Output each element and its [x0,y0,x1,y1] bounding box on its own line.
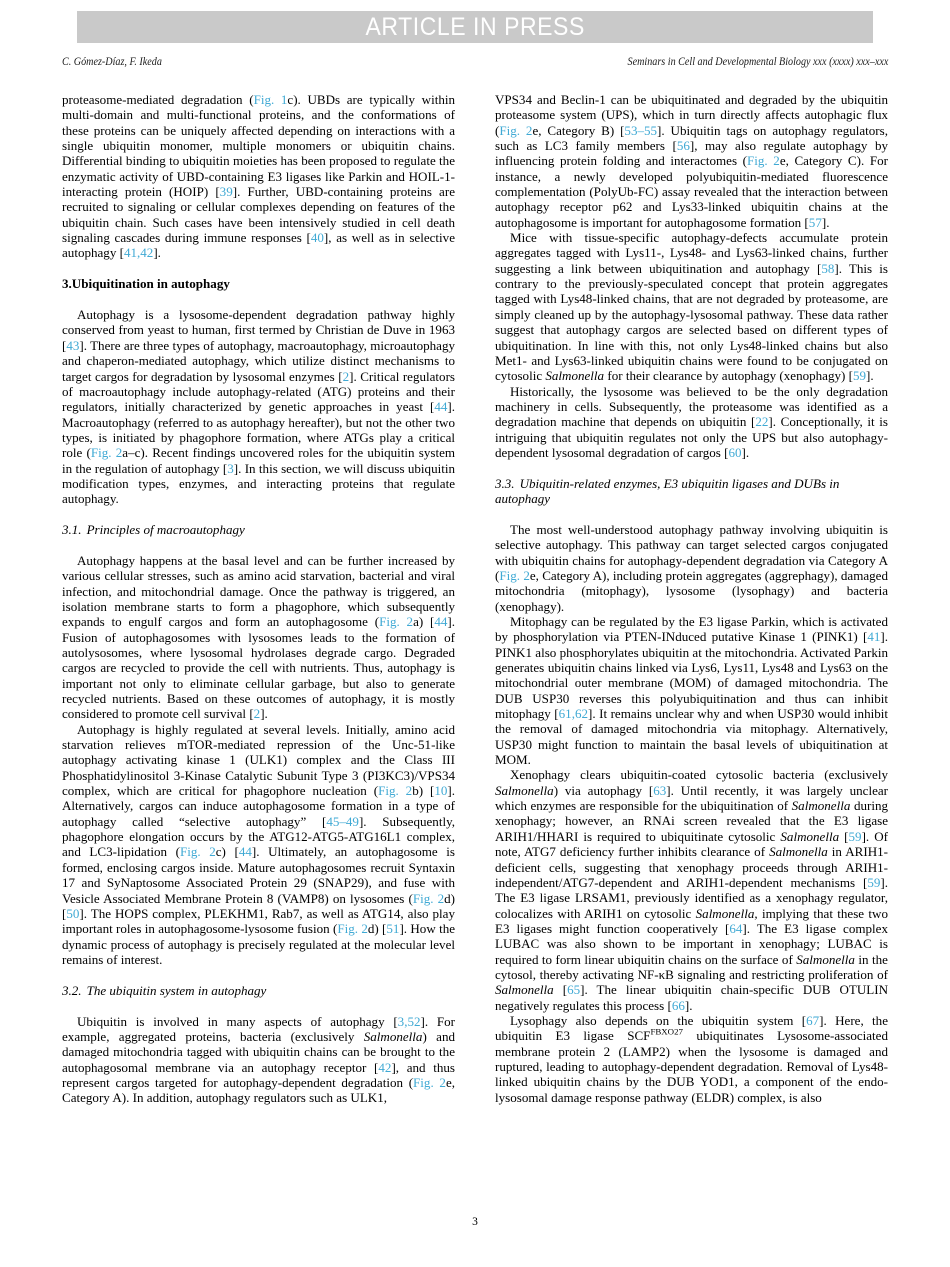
citation-64[interactable]: 64 [729,920,743,936]
paragraph-regulation-levels: Autophagy is highly regulated at several levels. Initially, amino acid starvation relieves mTOR-mediated repression of the Unc-51-like autophagy activating kinase 1 (ULK1) complex and the Class III Phosphatidylinositol 3-Kinase Catalytic Subunit Type 3 (PI3KC3)/VPS34 complex, which are critical for phagophore nucleation (Fig. 2b) [10]. Alternatively, cargos can induce autophagosome formation in a type of autophagy called “selective autophagy” [45–49]. Subsequently, phagophore elongation occurs by the ATG12-ATG5-ATG16L1 complex, and LC3-lipidation (Fig. 2c) [44]. Ultimately, an autophagosome is formed, enclosing cargos inside. Mature autophagosomes recruit Syntaxin 17 and SyNaptosome Associated Protein 29 (SNAP29), and fuse with Vesicle Associated Membrane Protein 8 (VAMP8) on lysosomes (Fig. 2d) [50]. The HOPS complex, PLEKHM1, Rab7, as well as ATG14, also play important roles in autophagosome-lysosome fusion (Fig. 2d) [51]. How the dynamic process of autophagy is precisely regulated at the molecular level remains of interest. [62,721,456,967]
left-column [62,92,455,1202]
species-salmonella: Salmonella [363,1028,423,1044]
section-number-3-3: 3.3. [495,475,515,491]
page-number: 3 [472,1216,478,1228]
citation-59b[interactable]: 59 [848,828,862,844]
citation-10[interactable]: 10 [434,783,448,799]
species-salmonella-6: Salmonella [769,844,828,860]
citation-43[interactable]: 43 [66,337,80,353]
superscript-fbxo27: FBXO27 [650,1026,683,1037]
citation-65[interactable]: 65 [567,982,581,998]
citation-53-55[interactable]: 53–55 [624,122,658,138]
section-number-3-2: 3.2. [62,982,82,998]
paragraph-continued-ubds: proteasome-mediated degradation (Fig. 1c). UBDs are typically within multi-domain and multi-functional proteins, and the conformations of these proteins can be uniquely affected depending on interactions with a single ubiquitin monomer, multiple monomers or ubiquitin chains. Differential binding to ubiquitin moieties has been proposed to regulate the enzymatic activity of UBD-containing E3 ligases like Parkin and HOIL-1-interacting protein (HOIP) [39]. Further, UBD-containing proteins are recruited to signaling or cellular complexes depending on features of the ubiquitin chain. Such cases have been intensively studied in cell death signaling cascades during immune responses [40], as well as in selective autophagy [41,42]. [62,92,456,261]
citation-44[interactable]: 44 [434,399,448,415]
citation-3-52[interactable]: 3,52 [397,1013,421,1029]
paragraph-historically-lysosome: Historically, the lysosome was believed to be the only degradation machinery in cells. Subsequently, the proteasome was identified as a degradation machine that depends on ubiquitin [22]. Conceptionally, it is intriguing that ubiquitin regulates not only the UPS but also autophagy-dependent lysosomal degradation of cargos [60]. [495,383,888,460]
citation-59[interactable]: 59 [852,368,867,384]
figure-link-fig2d[interactable]: Fig. 2 [412,890,445,906]
citation-45-49[interactable]: 45–49 [326,813,359,829]
paragraph-basal-autophagy: Autophagy happens at the basal level and can be further increased by various cellular stresses, such as amino acid starvation, bacterial and viral infection, and mitochondrial damage. Once the pathway is triggered, an isolation membrane starts to form a phagophore, which subsequently expands to engulf cargos and form an autophagosome (Fig. 2a) [44]. Fusion of autophagosomes with lysosomes leads to the formation of autolysosomes, where lysosomal hydrolases degrade cargo. Degraded cargos are recycled to provide the cell with nutrients. Thus, autophagy is important not only to eliminate cellular garbage, but also to generate recycled nutrients. Based on these outcomes of autophagy, it is mostly considered to promote cell survival [2]. [62,552,456,722]
paragraph-mice-aggregates: Mice with tissue-specific autophagy-defects accumulate protein aggregates tagged with Lys11-, Lys48- and Lys63-linked chains, further suggesting a link between ubiquitination and autophagy [58]. This is contrary to the previously-speculated concept that protein aggregates tagged with Lys48-linked chains, that are not degraded by proteasome, are simply cleaned up by the autophagy-lysosomal pathway. These data rather suggest that autophagy cargos are selected based on different types of ubiquitination. In line with this, not only Lys48-linked chains but also Met1- and Lys63-linked ubiquitin chains were found to be conjugated on cytosolic Salmonella for their clearance by autophagy (xenophagy) [59]. [495,230,888,384]
species-salmonella-3: Salmonella [495,782,554,798]
citation-39[interactable]: 39 [219,184,233,200]
citation-58[interactable]: 58 [821,260,835,276]
paragraph-selective-autophagy: The most well-understood autophagy pathway involving ubiquitin is selective autophagy. This pathway can target selected cargos conjugated with ubiquitin chains for autophagy-dependent degradation via Category A (Fig. 2e, Category A), including protein aggregates (aggrephagy), damaged mitochondria (mitophagy), lysosome (lysophagy) and bacteria (xenophagy). [495,521,888,614]
citation-41-42[interactable]: 41,42 [123,245,154,261]
right-column [495,92,888,1202]
citation-41[interactable]: 41 [867,629,881,645]
section-heading-3-2 [62,967,455,1013]
citation-66[interactable]: 66 [671,997,685,1013]
figure-link-fig2c[interactable]: Fig. 2 [179,844,216,860]
running-head-journal: Seminars in Cell and Developmental Biology xxx (xxxx) xxx–xxx [627,56,888,68]
citation-57[interactable]: 57 [808,214,822,230]
citation-51[interactable]: 51 [386,921,400,937]
citation-44c[interactable]: 44 [238,844,252,860]
figure-link-fig2ac[interactable]: Fig. 2 [90,445,123,461]
figure-link-fig2e-b[interactable]: Fig. 2 [499,122,533,138]
paragraph-vps34-beclin: VPS34 and Beclin-1 can be ubiquitinated and degraded by the ubiquitin proteasome system (UPS), which in turn directly affects autophagic flux (Fig. 2e, Category B) [53–55]. Ubiquitin tags on autophagy regulators, such as LC3 family members [56], may also regulate autophagy by influencing protein folding and interactomes (Fig. 2e, Category C). For instance, a newly developed polyubiquitin-mediated fluorescence complementation (PolyUb-FC) assay revealed that the interaction between autophagy receptor p62 and Lys33-linked ubiquitin chains at the autophagosome is important for autophagosome formation [57]. [495,92,888,230]
figure-link-fig2a[interactable]: Fig. 2 [379,614,414,630]
paragraph-xenophagy: Xenophagy clears ubiquitin-coated cytosolic bacteria (exclusively Salmonella) via autophagy [63]. Until recently, it was largely unclear which enzymes are responsible for the ubiquitination of Salmonella during xenophagy; however, an RNAi screen revealed that the E3 ligase ARIH1/HHARI is required to ubiquitinate cytosolic Salmonella [59]. Of note, ATG7 deficiency further inhibits clearance of Salmonella in ARIH1-deficient cells, suggesting that xenophagy proceeds through ARIH1-independent/ATG7-dependent and ARIH1-dependent mechanisms [59]. The E3 ligase LRSAM1, previously identified as a xenophagy regulator, colocalizes with ARIH1 on cytosolic Salmonella, implying that these two E3 ligases might function cooperatively [64]. The E3 ligase complex LUBAC was also shown to be important in xenophagy; LUBAC is required to form linear ubiquitin chains on the surface of Salmonella in the cytosol, thereby activating NF-κB signaling and restricting proliferation of Salmonella [65]. The linear ubiquitin chain-specific DUB OTULIN negatively regulates this process [66]. [495,767,889,1013]
figure-link-fig2e-a2[interactable]: Fig. 2 [499,567,530,583]
paragraph-mitophagy-parkin: Mitophagy can be regulated by the E3 ligase Parkin, which is activated by phosphorylation via PTEN-INduced putative Kinase 1 (PINK1) [41]. PINK1 also phosphorylates ubiquitin at the mitochondria. Activated Parkin generates ubiquitin chains linked via Lys6, Lys11, Lys48 and Lys63 on the mitochondrial outer membrane (MOM) of damaged mitochondria. The DUB USP30 reverses this polyubiquitination and thus can inhibit mitophagy [61,62]. It remains unclear why and when USP30 would inhibit the removal of damaged mitochondria via mitophagy. Alternatively, USP30 might function to maintain the basal levels of ubiquitination at MOM. [495,614,888,768]
citation-2b[interactable]: 2 [253,706,261,722]
article-body [62,92,888,1202]
figure-link-fig2e-a[interactable]: Fig. 2 [413,1074,446,1090]
figure-link-fig2d2[interactable]: Fig. 2 [337,921,368,937]
section-number-3: 3. [62,276,72,292]
section-title-3-1: Principles of macroautophagy [86,522,245,538]
species-salmonella-9: Salmonella [495,982,554,998]
species-salmonella-4: Salmonella [791,798,851,814]
citation-2[interactable]: 2 [342,368,350,384]
citation-61-62[interactable]: 61,62 [558,706,589,722]
citation-44b[interactable]: 44 [434,614,448,630]
section-heading-3-1 [62,507,455,553]
section-heading-3-3 [495,460,888,522]
paragraph-ubiquitin-aspects: Ubiquitin is involved in many aspects of autophagy [3,52]. For example, aggregated proteins, bacteria (exclusively Salmonella) and damaged mitochondria tagged with ubiquitin chains can be brought to the autophagosomal membrane via an autophagy receptor [42], and thus represent cargos targeted for autophagy-dependent degradation (Fig. 2e, Category A). In addition, autophagy regulators such as ULK1, [62,1013,456,1106]
citation-50[interactable]: 50 [66,905,80,921]
species-salmonella-2: Salmonella [545,368,605,384]
species-salmonella-5: Salmonella [780,828,840,844]
section-title-3-3: Ubiquitin-related enzymes, E3 ubiquitin ligases and DUBs in autophagy [495,475,840,507]
citation-22[interactable]: 22 [755,414,769,430]
citation-60[interactable]: 60 [728,444,742,460]
paragraph-autophagy-intro: Autophagy is a lysosome-dependent degradation pathway highly conserved from yeast to human, first termed by Christian de Duve in 1963 [43]. There are three types of autophagy, macroautophagy, microautophagy and chaperon-mediated autophagy, which utilize distinct mechanisms to target cargos for degradation by lysosomal enzymes [2]. Critical regulators of macroautophagy include autophagy-related (ATG) proteins and their regulators, initially characterized by genetic approaches in yeast [44]. Macroautophagy (referred to as autophagy hereafter), but not the other two types, is initiated by phagophore formation, where ATGs play a critical role (Fig. 2a–c). Recent findings uncovered roles for the ubiquitin system in the regulation of autophagy [3]. In this section, we will discuss ubiquitin modification types, enzymes, and interacting proteins that regulate autophagy. [62,307,456,507]
citation-40[interactable]: 40 [310,230,324,246]
citation-42[interactable]: 42 [378,1059,392,1075]
figure-link-fig1c[interactable]: Fig. 1 [253,92,288,107]
running-head-authors: C. Gómez-Díaz, F. Ikeda [62,56,162,68]
section-number-3-1: 3.1. [62,522,82,538]
section-heading-3 [62,261,455,307]
citation-56[interactable]: 56 [676,138,690,154]
figure-link-fig2e-c[interactable]: Fig. 2 [747,153,780,169]
article-in-press-banner [77,11,873,43]
section-title-3: Ubiquitination in autophagy [71,276,230,292]
citation-63[interactable]: 63 [653,782,667,798]
paragraph-lysophagy: Lysophagy also depends on the ubiquitin system [67]. Here, the ubiquitin E3 ligase $SCF^{FBXO27}$ ubiquitinates Lysosome-associated membrane protein 2 (LAMP2) when the lysosome is damaged and ruptured, leading to autophagy-dependent degradation. Removal of Lys48-linked ubiquitin chains by the DUB YOD1, a component of the endo-lysosomal damage response pathway (ELDR) complex, is also [495,1012,888,1105]
species-salmonella-8: Salmonella [796,951,855,967]
article-in-press-label: ARTICLE IN PRESS [365,12,585,41]
running-head [62,56,888,68]
figure-link-fig2b[interactable]: Fig. 2 [378,783,413,799]
citation-67[interactable]: 67 [806,1012,820,1028]
section-title-3-2: The ubiquitin system in autophagy [86,982,267,998]
citation-3[interactable]: 3 [227,460,234,476]
citation-59c[interactable]: 59 [867,874,881,890]
species-salmonella-7: Salmonella, [695,905,758,921]
